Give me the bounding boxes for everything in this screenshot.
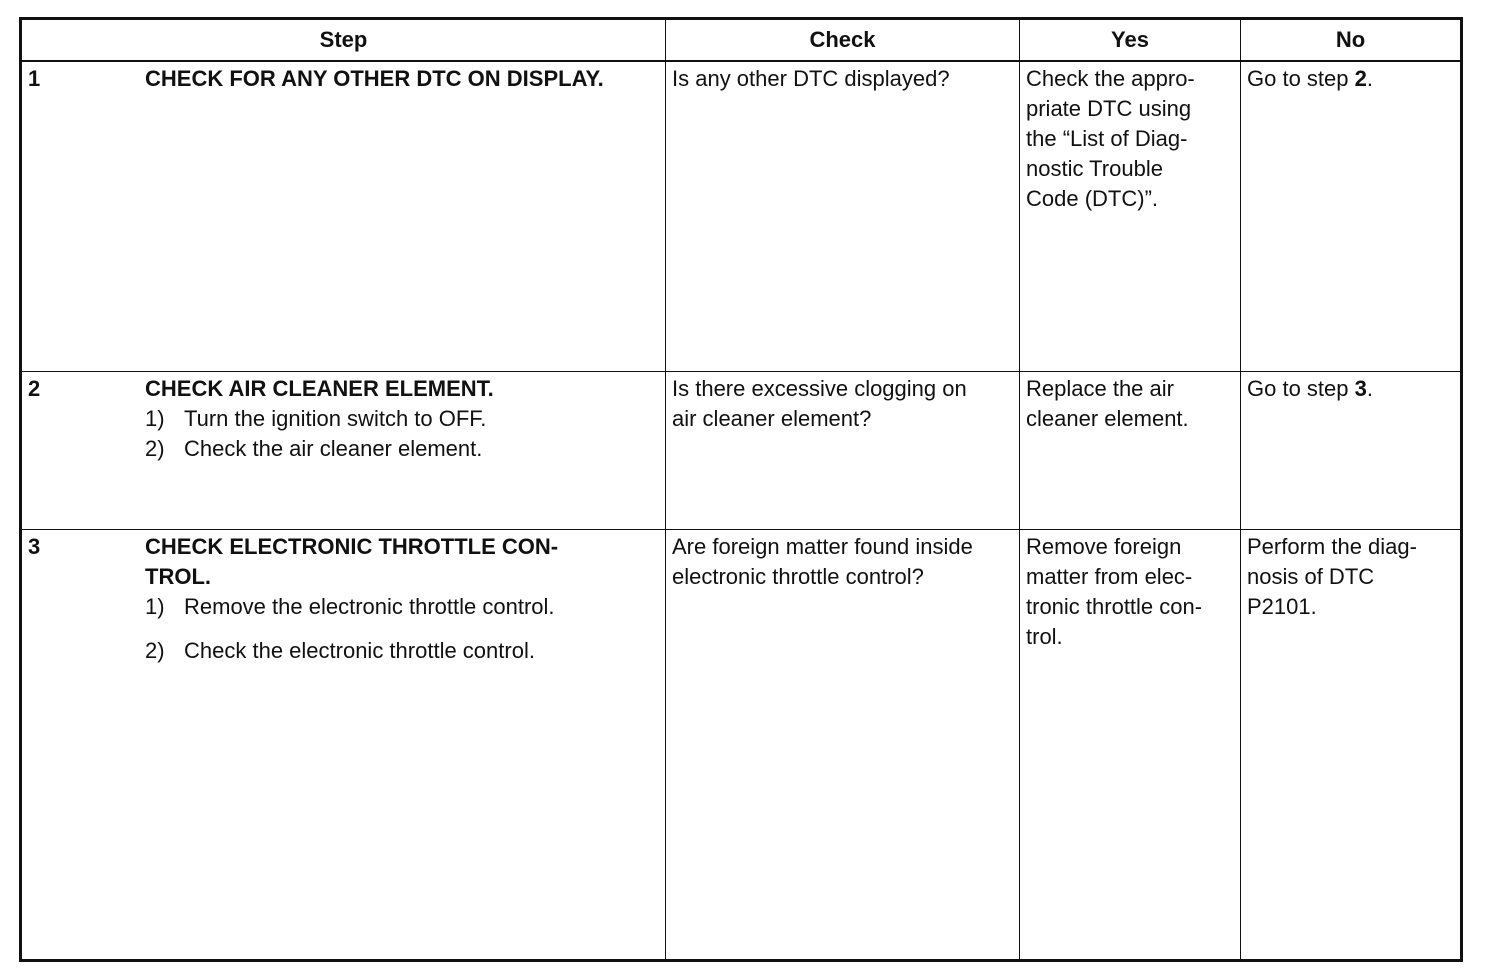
yes-line: priate DTC using <box>1026 96 1192 121</box>
yes-line: matter from elec- <box>1026 563 1193 589</box>
yes-cell <box>1020 371 1241 529</box>
substep-text: Check the air cleaner element. <box>184 435 483 461</box>
table-row <box>21 61 1462 371</box>
no-cell <box>1241 529 1462 961</box>
substep-number: 2) <box>145 637 165 663</box>
diagnostic-table <box>19 17 1463 962</box>
step-title-line: TROL. <box>145 563 211 589</box>
no-cell <box>1241 61 1462 371</box>
no-text <box>1241 62 1460 94</box>
substep-number: 2) <box>145 435 165 461</box>
step-cell <box>21 529 666 961</box>
yes-line: Remove foreign <box>1026 533 1182 559</box>
yes-line: cleaner element. <box>1026 405 1189 431</box>
check-cell <box>666 529 1020 961</box>
check-cell <box>666 61 1020 371</box>
header-check: Check <box>666 19 1020 62</box>
step-title: CHECK AIR CLEANER ELEMENT. <box>145 375 494 401</box>
substep-text: Turn the ignition switch to OFF. <box>184 405 487 431</box>
no-prefix: Go to step <box>1247 375 1355 401</box>
step-title-line: CHECK ELECTRONIC THROTTLE CON- <box>145 533 559 559</box>
no-step-ref: 2 <box>1354 66 1367 91</box>
step-title: CHECK FOR ANY OTHER DTC ON DISPLAY. <box>145 66 604 91</box>
step-cell <box>21 371 666 529</box>
check-line: electronic throttle control? <box>672 563 924 589</box>
check-line: air cleaner element? <box>672 405 872 431</box>
substep-number: 1) <box>145 405 165 431</box>
header-yes: Yes <box>1020 19 1241 62</box>
no-suffix: . <box>1366 375 1373 401</box>
no-line: nosis of DTC <box>1247 563 1375 589</box>
no-suffix: . <box>1366 66 1373 91</box>
step-number: 2 <box>28 375 41 401</box>
check-text: Is any other DTC displayed? <box>672 66 950 91</box>
table-row <box>21 371 1462 529</box>
no-line: Perform the diag- <box>1247 533 1417 559</box>
no-text <box>1241 372 1460 404</box>
check-line: Are foreign matter found inside <box>672 533 973 559</box>
yes-line: nostic Trouble <box>1026 156 1163 181</box>
no-line: P2101. <box>1247 593 1317 619</box>
no-cell <box>1241 371 1462 529</box>
yes-line: Check the appro- <box>1026 66 1195 91</box>
table-row <box>21 529 1462 961</box>
substep <box>145 404 661 434</box>
check-cell <box>666 371 1020 529</box>
yes-cell <box>1020 529 1241 961</box>
no-step-ref: 3 <box>1354 375 1367 401</box>
substep-number: 1) <box>145 593 165 619</box>
no-prefix: Go to step <box>1247 66 1355 91</box>
substep <box>145 592 661 622</box>
yes-line: Code (DTC)”. <box>1026 186 1159 211</box>
step-number: 1 <box>28 66 41 91</box>
step-cell <box>21 61 666 371</box>
yes-cell <box>1020 61 1241 371</box>
yes-line: the “List of Diag- <box>1026 126 1188 151</box>
header-no: No <box>1241 19 1462 62</box>
check-line: Is there excessive clogging on <box>672 375 967 401</box>
yes-line: Replace the air <box>1026 375 1174 401</box>
substep <box>145 636 661 666</box>
header-step: Step <box>21 19 666 62</box>
yes-line: tronic throttle con- <box>1026 593 1203 619</box>
substep <box>145 434 661 464</box>
step-number: 3 <box>28 533 41 559</box>
yes-line: trol. <box>1026 623 1063 649</box>
substep-text: Check the electronic throttle control. <box>184 637 535 663</box>
substep-text: Remove the electronic throttle control. <box>184 593 555 619</box>
header-row <box>21 19 1462 62</box>
